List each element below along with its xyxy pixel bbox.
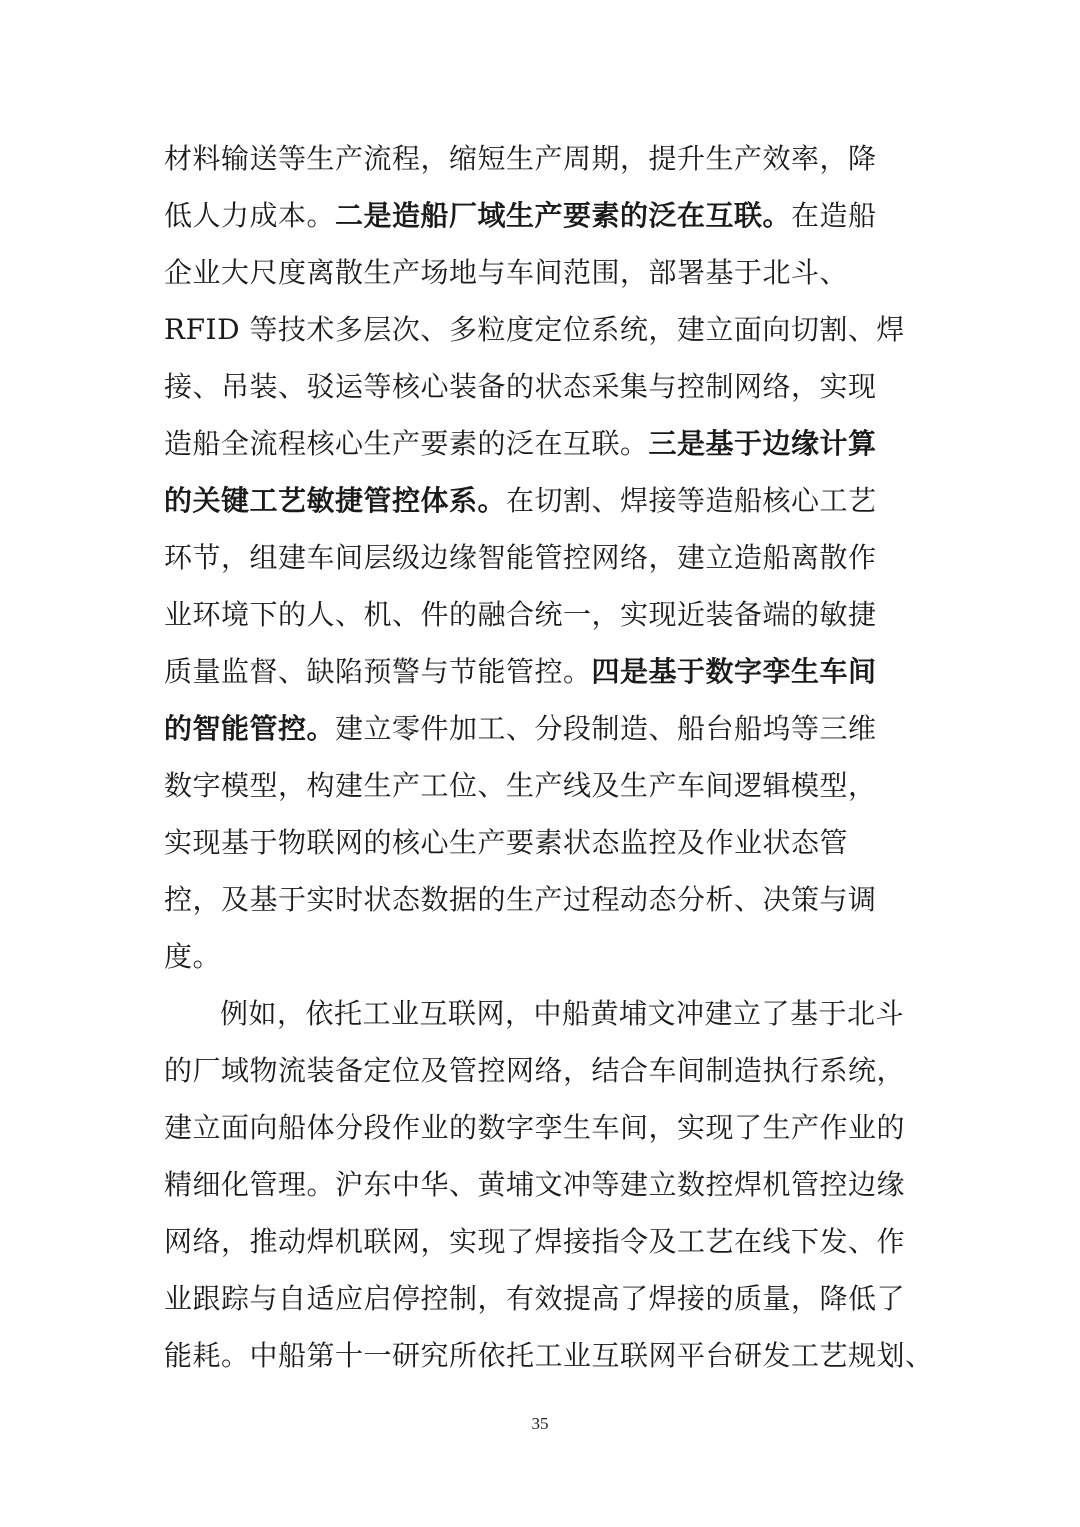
text-line: RFID 等技术多层次、多粒度定位系统，建立面向切割、焊: [164, 313, 905, 346]
text-line: 建立面向船体分段作业的数字孪生车间，实现了生产作业的: [164, 1111, 906, 1144]
text-line: 材料输送等生产流程，缩短生产周期，提升生产效率，降: [164, 142, 877, 175]
bold-heading: 的关键工艺敏捷管控体系。: [164, 484, 507, 517]
text-line: 数字模型，构建生产工位、生产线及生产车间逻辑模型，: [164, 769, 877, 802]
text-line: 业环境下的人、机、件的融合统一，实现近装备端的敏捷: [164, 598, 877, 631]
text-line: 实现基于物联网的核心生产要素状态监控及作业状态管: [164, 826, 849, 859]
text-line: 环节，组建车间层级边缘智能管控网络，建立造船离散作: [164, 541, 877, 574]
body-text: [164, 130, 934, 1384]
bold-heading: 的智能管控。: [164, 712, 336, 745]
text-line: 的厂域物流装备定位及管控网络，结合车间制造执行系统，: [164, 1054, 906, 1087]
text-line: 控，及基于实时状态数据的生产过程动态分析、决策与调: [164, 883, 877, 916]
bold-heading: 二是造船厂域生产要素的泛在互联。: [335, 199, 792, 232]
text-line: 精细化管理。沪东中华、黄埔文冲等建立数控焊机管控边缘: [164, 1168, 906, 1201]
text-line: 能耗。中船第十一研究所依托工业互联网平台研发工艺规划、: [164, 1339, 934, 1372]
text-line: 业跟踪与自适应启停控制，有效提高了焊接的质量，降低了: [164, 1282, 906, 1315]
bold-heading: 三是基于边缘计算: [648, 427, 877, 460]
text-line: 低人力成本。二是造船厂域生产要素的泛在互联。在造船: [164, 199, 877, 232]
text-line: 的智能管控。建立零件加工、分段制造、船台船坞等三维: [164, 712, 877, 745]
text-line: 企业大尺度离散生产场地与车间范围，部署基于北斗、: [164, 256, 849, 289]
text-line: 接、吊装、驳运等核心装备的状态采集与控制网络，实现: [164, 370, 877, 403]
page-number: 35: [531, 1414, 549, 1433]
text-line: 网络，推动焊机联网，实现了焊接指令及工艺在线下发、作: [164, 1225, 906, 1258]
text-line: 度。: [164, 940, 222, 973]
text-line: 的关键工艺敏捷管控体系。在切割、焊接等造船核心工艺: [164, 484, 877, 517]
text-line: 例如，依托工业互联网，中船黄埔文冲建立了基于北斗: [220, 997, 905, 1030]
bold-heading: 四是基于数字孪生车间: [591, 655, 877, 688]
text-line: 质量监督、缺陷预警与节能管控。四是基于数字孪生车间: [164, 655, 877, 688]
text-line: 造船全流程核心生产要素的泛在互联。三是基于边缘计算: [164, 427, 877, 460]
